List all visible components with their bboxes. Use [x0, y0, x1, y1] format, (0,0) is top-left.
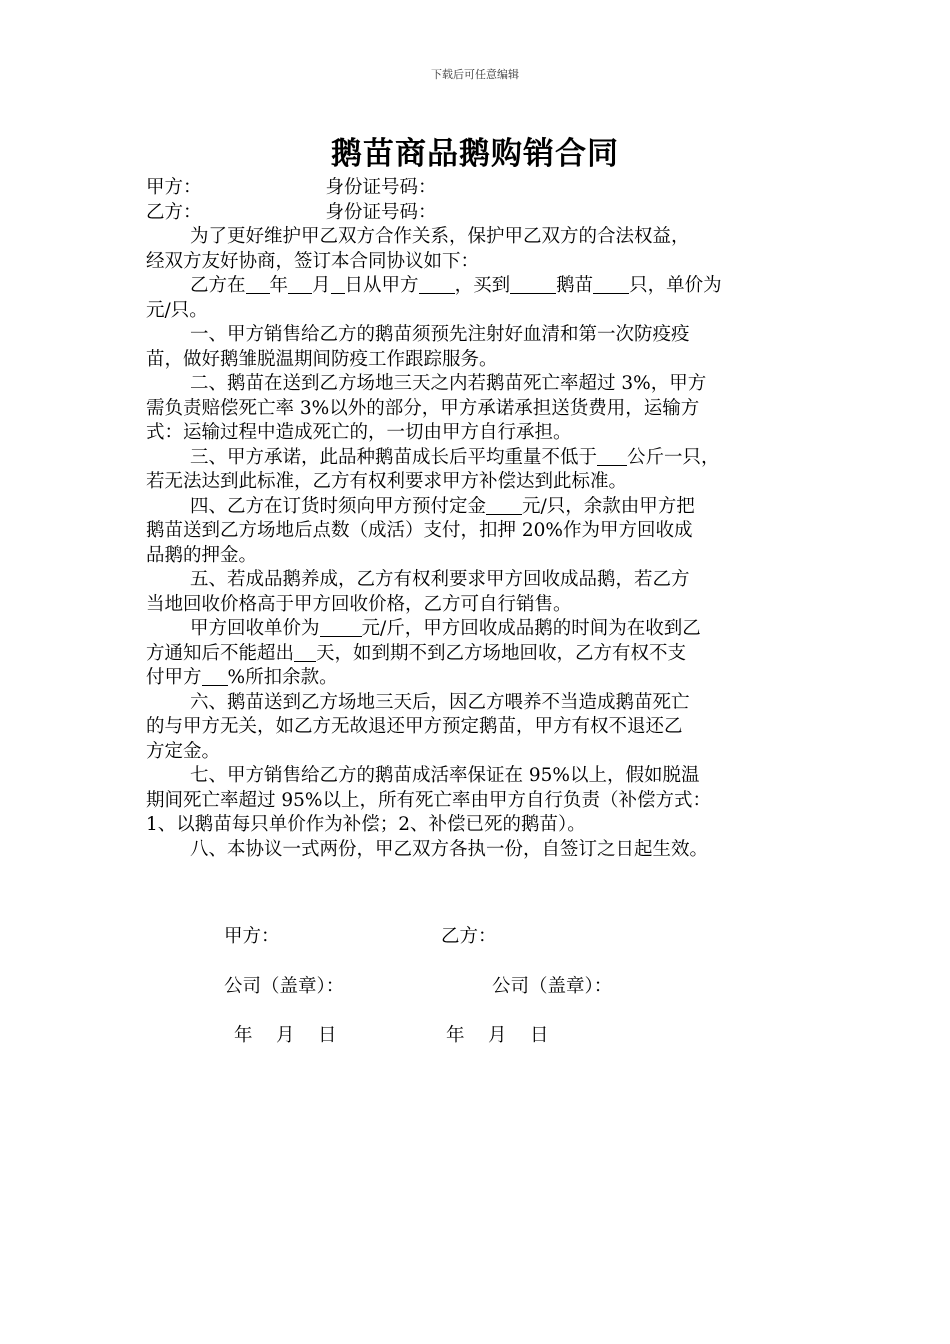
signature-party-b-label: 乙方： [441, 926, 497, 947]
clause-4-line-1 [146, 495, 808, 520]
clause-4-line-3: 品鹅的押金。 [146, 544, 258, 566]
party-a-label: 甲方： [146, 177, 202, 198]
day-blank [331, 274, 345, 294]
clause-5-line-2: 当地回收价格高于甲方回收价格，乙方可自行销售。 [146, 593, 572, 615]
clause-2-line-1: 二、鹅苗在送到乙方场地三天之内若鹅苗死亡率超过 3%，甲方 [190, 373, 707, 394]
clause-5-line-1: 五、若成品鹅养成，乙方有权利要求甲方回收成品鹅，若乙方 [190, 569, 690, 590]
clause-5b-line-3 [146, 666, 808, 691]
party-b-id-label: 身份证号码： [325, 201, 437, 223]
clause-1-line-1: 一、甲方销售给乙方的鹅苗须预先注射好血清和第一次防疫疫 [190, 324, 690, 345]
days-blank [294, 642, 316, 662]
signature-party-a-label: 甲方： [224, 926, 280, 947]
order-text: 日从甲方 [344, 275, 419, 296]
clause-text: 付甲方 [146, 667, 202, 688]
header-note: 下载后可任意编辑 [431, 68, 519, 81]
clause-4-line-2: 鹅苗送到乙方场地后点数（成活）支付，扣押 20%作为甲方回收成 [146, 520, 693, 541]
order-text: 年 [269, 275, 289, 296]
clause-3-line-1 [146, 446, 808, 471]
price-blank [320, 617, 362, 637]
clause-text: 元/只，余款由甲方把 [522, 495, 695, 517]
year-blank [246, 274, 270, 294]
clause-2-line-3: 式：运输过程中造成死亡的，一切由甲方自行承担。 [146, 422, 572, 443]
clause-text: 天，如到期不到乙方场地回收，乙方有权不支 [316, 642, 687, 664]
order-text: 鹅苗 [556, 275, 594, 296]
party-a-line [146, 176, 808, 201]
contract-body [146, 176, 808, 862]
weight-blank [597, 446, 627, 466]
seller-blank [419, 274, 455, 294]
clause-2-line-2: 需负责赔偿死亡率 3%以外的部分，甲方承诺承担送货费用，运输方 [146, 397, 700, 419]
clause-text: 方通知后不能超出 [146, 642, 295, 664]
clause-6-line-1: 六、鹅苗送到乙方场地三天后，因乙方喂养不当造成鹅苗死亡 [190, 691, 690, 713]
order-text: 月 [312, 275, 331, 296]
quantity-blank [510, 274, 556, 294]
clause-6-line-3: 方定金。 [146, 740, 221, 762]
signature-party-b-date: 年 月 日 [446, 1025, 549, 1046]
clause-5b-line-1 [146, 617, 808, 642]
signature-party-a-company: 公司（盖章）： [224, 976, 345, 997]
order-text: 只，单价为 [629, 275, 722, 296]
month-blank [288, 274, 312, 294]
intro-line-2: 经双方友好协商，签订本合同协议如下： [146, 250, 480, 272]
clause-7-line-3: 1、以鹅苗每只单价作为补偿；2、补偿已死的鹅苗）。 [146, 814, 586, 835]
signature-party-a-date: 年 月 日 [234, 1025, 337, 1046]
clause-8-line-1: 八、本协议一式两份，甲乙双方各执一份，自签订之日起生效。 [190, 838, 709, 860]
clause-text: 元/斤，甲方回收成品鹅的时间为在收到乙 [361, 618, 701, 639]
party-b-label: 乙方： [146, 201, 202, 223]
clause-7-line-2: 期间死亡率超过 95%以上，所有死亡率由甲方自行负责（补偿方式： [146, 789, 712, 811]
party-a-id-label: 身份证号码： [325, 177, 437, 198]
order-text: 乙方在 [190, 275, 246, 296]
clause-3-line-2: 若无法达到此标准，乙方有权利要求甲方补偿达到此标准。 [146, 471, 628, 492]
document-title: 鹅苗商品鹅购销合同 [331, 136, 619, 172]
clause-1-line-2: 苗，做好鹅雏脱温期间防疫工作跟踪服务。 [146, 348, 498, 370]
intro-line-1: 为了更好维护甲乙双方合作关系，保护甲乙双方的合法权益， [190, 226, 690, 247]
clause-text: 四、乙方在订货时须向甲方预付定金 [190, 495, 487, 517]
count-blank [593, 274, 629, 294]
party-b-line [146, 201, 808, 226]
clause-5b-line-2 [146, 642, 808, 667]
deposit-blank [486, 495, 522, 515]
percent-blank [202, 666, 228, 686]
order-line-1 [146, 274, 808, 299]
clause-text: 公斤一只， [627, 446, 720, 468]
order-line-2: 元/只。 [146, 299, 208, 321]
clause-text: %所扣余款。 [227, 667, 338, 688]
order-text: ，买到 [454, 275, 511, 296]
signature-party-b-company: 公司（盖章）： [492, 976, 613, 997]
clause-6-line-2: 的与甲方无关，如乙方无故退还甲方预定鹅苗，甲方有权不退还乙 [146, 716, 683, 737]
clause-7-line-1: 七、甲方销售给乙方的鹅苗成活率保证在 95%以上，假如脱温 [190, 765, 700, 786]
clause-text: 三、甲方承诺，此品种鹅苗成长后平均重量不低于 [190, 446, 598, 468]
clause-text: 甲方回收单价为 [190, 618, 320, 639]
